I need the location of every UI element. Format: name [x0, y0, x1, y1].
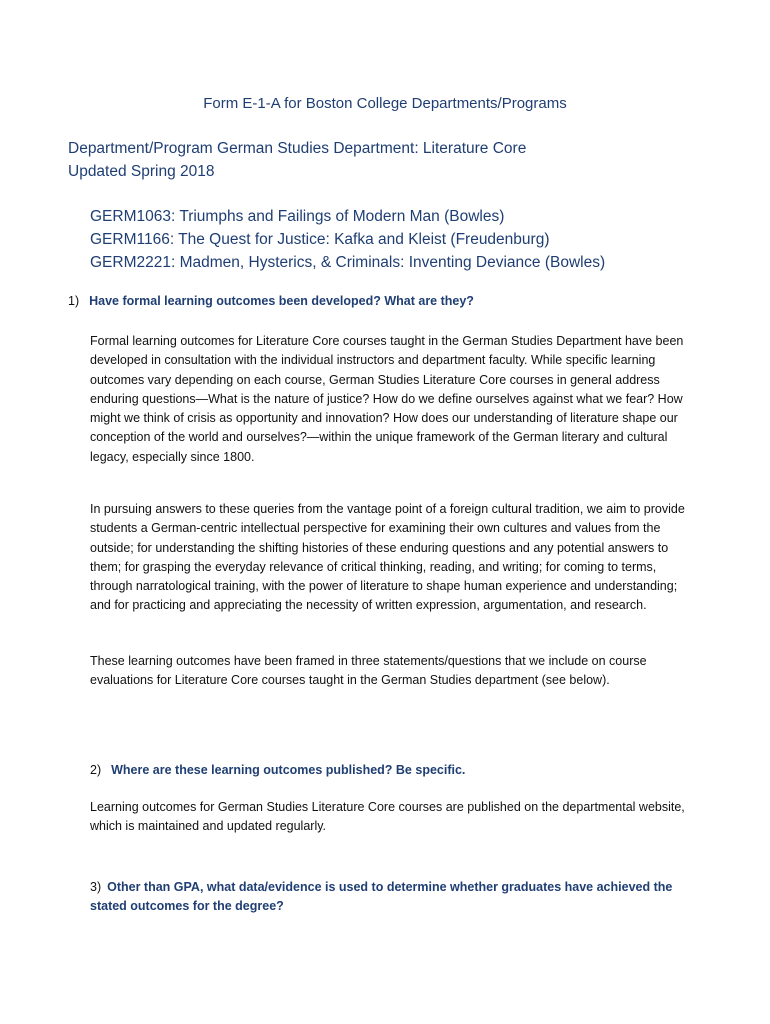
department-program-heading: Department/Program German Studies Department: Literature Core — [68, 140, 527, 157]
answer-paragraph: Learning outcomes for German Studies Literature Core courses are published on the departmental website, which is maintained and updated regularly. — [90, 800, 685, 834]
answer-paragraph: These learning outcomes have been framed in three statements/questions that we include on course evaluations for Literature Core courses taught in the German Studies department (see below). — [90, 654, 647, 688]
updated-date: Updated Spring 2018 — [68, 163, 215, 180]
question-number: 3) — [90, 880, 102, 894]
form-title: Form E-1-A for Boston College Departments/Programs — [203, 95, 567, 112]
question-number: 2) — [90, 763, 102, 777]
question-3-heading — [90, 878, 690, 916]
question-2-heading — [90, 761, 465, 780]
question-1-heading — [68, 292, 474, 311]
course-title: GERM2221: Madmen, Hysterics, & Criminals: Inventing Deviance (Bowles) — [90, 254, 606, 271]
course-title: GERM1063: Triumphs and Failings of Modern Man (Bowles) — [90, 208, 505, 225]
course-title: GERM1166: The Quest for Justice: Kafka and Kleist (Freudenburg) — [90, 231, 550, 248]
answer-paragraph: In pursuing answers to these queries from the vantage point of a foreign cultural tradition, we aim to provide students a German-centric intellectual perspective for examining their own cultures and values from the outside; for understanding the shifting histories of these enduring questions and any potential answers to them; for grasping the everyday relevance of critical thinking, reading, and writing; for coming to terms, through narratological training, with the power of literature to shape human experience and understanding; and for practicing and appreciating the necessity of written expression, argumentation, and research. — [90, 502, 685, 613]
question-number: 1) — [68, 294, 80, 308]
answer-paragraph: Formal learning outcomes for Literature Core courses taught in the German Studies Department have been developed in consultation with the individual instructors and department faculty. While specific learning outcomes vary depending on each course, German Studies Literature Core courses in general address enduring questions—What is the nature of justice? How do we define ourselves against what we fear? How might we think of crisis as opportunity and innovation? How does our understanding of literature shape our conception of the world and ourselves?—within the unique framework of the German literary and cultural legacy, especially since 1800. — [90, 334, 684, 464]
question-text: Other than GPA, what data/evidence is used to determine whether graduates have achieved the stated outcomes for the degree? — [90, 880, 673, 913]
question-text: Where are these learning outcomes published? Be specific. — [111, 763, 466, 777]
question-text: Have formal learning outcomes been developed? What are they? — [89, 294, 474, 308]
